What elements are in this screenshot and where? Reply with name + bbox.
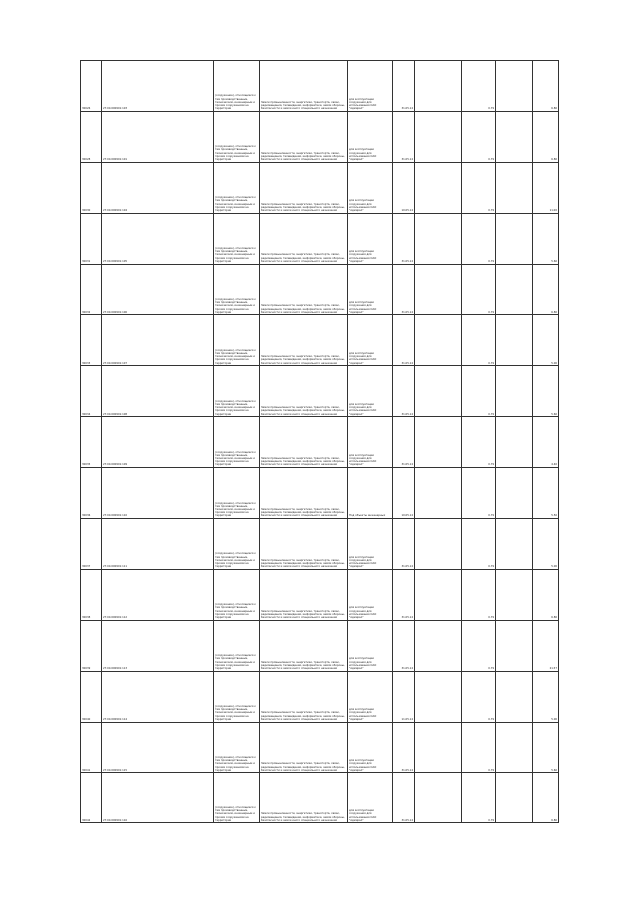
cell-date: 10.05.14	[393, 162, 415, 213]
cell-land-category: Земли промышленности, энергетики, транспорта, связи, радиовещания, телевидения, информатики, земли обороны, безопасности и земли иного специального назначения	[260, 773, 348, 823]
cell-cadastral-number: 27:04:000901:110	[102, 468, 214, 519]
cell-code: 30034	[81, 366, 102, 417]
cell-cadastral-number: 27:04:000901:106	[102, 264, 214, 315]
table-row	[81, 519, 559, 570]
cell-rate: 0.79	[462, 111, 496, 162]
cell-land-category: Земли промышленности, энергетики, транспорта, связи, радиовещания, телевидения, информатики, земли обороны, безопасности и земли иного специального назначения	[260, 111, 348, 162]
cell-cadastral-number: 27:04:000901:113	[102, 620, 214, 671]
cell-total: 4.40	[533, 417, 559, 468]
cell-description: (сооружение), относящиеся к тем производственным, техническим, инженерным и прочим сооружениям на территории	[214, 264, 260, 315]
cell-description: (сооружение), относящиеся к тем производственным, техническим, инженерным и прочим сооружениям на территории	[214, 61, 260, 112]
cell-total: 6.80	[533, 569, 559, 620]
cell-total: 5.00	[533, 315, 559, 366]
cell-empty	[496, 162, 533, 213]
cell-rate: 0.79	[462, 569, 496, 620]
cell-description: (сооружение), относящиеся к тем производственным, техническим, инженерным и прочим сооружениям на территории	[214, 366, 260, 417]
cell-purpose: Под объекты инженерных	[348, 468, 393, 519]
cell-cadastral-number: 27:04:000901:111	[102, 519, 214, 570]
cell-rate: 0.79	[462, 366, 496, 417]
cell-cadastral-number: 27:04:000901:104	[102, 162, 214, 213]
cell-purpose: для эксплуатации сооружения для использования ОАО "Адмирал"	[348, 366, 393, 417]
table-row	[81, 61, 559, 112]
cell-empty	[415, 61, 462, 112]
cell-description: (сооружение), относящиеся к тем производственным, техническим, инженерным и прочим сооружениям на территории	[214, 519, 260, 570]
cell-code: 30038	[81, 569, 102, 620]
cell-total: 6.80	[533, 111, 559, 162]
cell-rate: 0.79	[462, 468, 496, 519]
cell-empty	[496, 773, 533, 823]
cell-description: (сооружение), относящиеся к тем производственным, техническим, инженерным и прочим сооружениям на территории	[214, 620, 260, 671]
cell-empty	[415, 773, 462, 823]
cell-total: 6.80	[533, 264, 559, 315]
cell-empty	[496, 61, 533, 112]
cell-cadastral-number: 27:04:000901:108	[102, 366, 214, 417]
cell-rate: 0.79	[462, 417, 496, 468]
cell-code: 30036	[81, 468, 102, 519]
cell-cadastral-number: 27:04:000901:105	[102, 213, 214, 264]
cell-purpose: для эксплуатации сооружения для использования ОАО "Адмирал"	[348, 722, 393, 773]
cell-date: 31.05.14	[393, 417, 415, 468]
cell-description: (сооружение), относящиеся к тем производственным, техническим, инженерным и прочим сооружениям на территории	[214, 468, 260, 519]
cell-code: 30030	[81, 162, 102, 213]
cell-empty	[496, 417, 533, 468]
cell-code: 30032	[81, 264, 102, 315]
cell-code: 30033	[81, 315, 102, 366]
cell-purpose: для эксплуатации сооружения для использования ОАО "Адмирал"	[348, 620, 393, 671]
cell-empty	[415, 468, 462, 519]
cell-rate: 0.79	[462, 315, 496, 366]
cell-date: 31.05.14	[393, 620, 415, 671]
cell-empty	[496, 569, 533, 620]
cell-cadastral-number: 27:04:000901:116	[102, 773, 214, 823]
cell-purpose: для эксплуатации сооружения для использования ОАО "Адмирал"	[348, 162, 393, 213]
cell-land-category: Земли промышленности, энергетики, транспорта, связи, радиовещания, телевидения, информатики, земли обороны, безопасности и земли иного специального назначения	[260, 61, 348, 112]
cell-total: 5.60	[533, 366, 559, 417]
cell-empty	[415, 366, 462, 417]
cell-rate: 0.79	[462, 519, 496, 570]
cell-purpose: для эксплуатации сооружения для использования ОАО "Адмирал"	[348, 519, 393, 570]
cell-code: 30031	[81, 213, 102, 264]
cell-empty	[496, 671, 533, 722]
table-row	[81, 773, 559, 823]
cell-purpose: для эксплуатации сооружения для использования ОАО "Адмирал"	[348, 213, 393, 264]
cell-purpose: для эксплуатации сооружения для использования ОАО "Адмирал"	[348, 315, 393, 366]
cell-purpose: для эксплуатации сооружения для использования ОАО "Адмирал"	[348, 773, 393, 823]
cell-land-category: Земли промышленности, энергетики, транспорта, связи, радиовещания, телевидения, информатики, земли обороны, безопасности и земли иного специального назначения	[260, 417, 348, 468]
cell-empty	[496, 111, 533, 162]
cell-total: 5.00	[533, 671, 559, 722]
cell-total: 5.60	[533, 722, 559, 773]
cell-cadastral-number: 27:04:000901:103	[102, 61, 214, 112]
table-row	[81, 264, 559, 315]
cell-cadastral-number: 27:04:000901:114	[102, 671, 214, 722]
cell-empty	[496, 366, 533, 417]
cell-cadastral-number: 27:04:000901:112	[102, 569, 214, 620]
cell-code: 30037	[81, 519, 102, 570]
cell-empty	[415, 417, 462, 468]
land-registry-table	[80, 60, 559, 823]
cell-rate: 0.79	[462, 671, 496, 722]
cell-empty	[415, 162, 462, 213]
cell-code: 30028	[81, 111, 102, 162]
cell-land-category: Земли промышленности, энергетики, транспорта, связи, радиовещания, телевидения, информатики, земли обороны, безопасности и земли иного специального назначения	[260, 569, 348, 620]
cell-empty	[415, 519, 462, 570]
table-row	[81, 162, 559, 213]
cell-date: 31.05.14	[393, 569, 415, 620]
cell-description: (сооружение), относящиеся к тем производственным, техническим, инженерным и прочим сооружениям на территории	[214, 111, 260, 162]
cell-description: (сооружение), относящиеся к тем производственным, техническим, инженерным и прочим сооружениям на территории	[214, 162, 260, 213]
table-row	[81, 111, 559, 162]
cell-date: 31.05.14	[393, 722, 415, 773]
cell-rate: 0.79	[462, 162, 496, 213]
cell-empty	[496, 468, 533, 519]
table-row	[81, 671, 559, 722]
cell-empty	[415, 111, 462, 162]
cell-description: (сооружение), относящиеся к тем производственным, техническим, инженерным и прочим сооружениям на территории	[214, 722, 260, 773]
cell-land-category: Земли промышленности, энергетики, транспорта, связи, радиовещания, телевидения, информатики, земли обороны, безопасности и земли иного специального назначения	[260, 264, 348, 315]
cell-empty	[415, 264, 462, 315]
cell-empty	[415, 722, 462, 773]
cell-code: 30039	[81, 620, 102, 671]
cell-total: 5.00	[533, 519, 559, 570]
table-row	[81, 213, 559, 264]
cell-empty	[496, 722, 533, 773]
cell-land-category: Земли промышленности, энергетики, транспорта, связи, радиовещания, телевидения, информатики, земли обороны, безопасности и земли иного специального назначения	[260, 366, 348, 417]
cell-land-category: Земли промышленности, энергетики, транспорта, связи, радиовещания, телевидения, информатики, земли обороны, безопасности и земли иного специального назначения	[260, 468, 348, 519]
table-row	[81, 722, 559, 773]
cell-date: 31.05.14	[393, 264, 415, 315]
cell-purpose: для эксплуатации сооружения для использования ОАО "Адмирал"	[348, 264, 393, 315]
cell-cadastral-number: 27:04:000901:101	[102, 111, 214, 162]
cell-land-category: Земли промышленности, энергетики, транспорта, связи, радиовещания, телевидения, информатики, земли обороны, безопасности и земли иного специального назначения	[260, 213, 348, 264]
cell-purpose: для эксплуатации сооружения для использования ОАО "Адмирал"	[348, 111, 393, 162]
cell-rate: 0.79	[462, 61, 496, 112]
cell-total: 11.00	[533, 162, 559, 213]
cell-land-category: Земли промышленности, энергетики, транспорта, связи, радиовещания, телевидения, информатики, земли обороны, безопасности и земли иного специального назначения	[260, 671, 348, 722]
cell-empty	[496, 315, 533, 366]
cell-empty	[415, 315, 462, 366]
cell-land-category: Земли промышленности, энергетики, транспорта, связи, радиовещания, телевидения, информатики, земли обороны, безопасности и земли иного специального назначения	[260, 620, 348, 671]
table-row	[81, 417, 559, 468]
cell-code: 30042	[81, 773, 102, 823]
cell-total: 21.57	[533, 620, 559, 671]
cell-date: 31.05.14	[393, 315, 415, 366]
cell-code: 30041	[81, 722, 102, 773]
cell-land-category: Земли промышленности, энергетики, транспорта, связи, радиовещания, телевидения, информатики, земли обороны, безопасности и земли иного специального назначения	[260, 722, 348, 773]
cell-purpose: для эксплуатации сооружения для использования ОАО "Адмирал"	[348, 671, 393, 722]
cell-empty	[496, 620, 533, 671]
cell-total: 6.80	[533, 773, 559, 823]
cell-rate: 0.79	[462, 264, 496, 315]
cell-empty	[415, 213, 462, 264]
cell-land-category: Земли промышленности, энергетики, транспорта, связи, радиовещания, телевидения, информатики, земли обороны, безопасности и земли иного специального назначения	[260, 162, 348, 213]
cell-purpose: для эксплуатации сооружения для использования ОАО "Адмирал"	[348, 569, 393, 620]
cell-rate: 0.79	[462, 620, 496, 671]
cell-empty	[496, 519, 533, 570]
cell-description: (сооружение), относящиеся к тем производственным, техническим, инженерным и прочим сооружениям на территории	[214, 213, 260, 264]
cell-empty	[415, 671, 462, 722]
cell-date: 10.05.14	[393, 468, 415, 519]
cell-empty	[415, 620, 462, 671]
cell-date: 11.05.14	[393, 671, 415, 722]
table-row	[81, 569, 559, 620]
cell-rate: 0.79	[462, 773, 496, 823]
cell-empty	[415, 569, 462, 620]
table-row	[81, 620, 559, 671]
cell-empty	[496, 264, 533, 315]
cell-cadastral-number: 27:04:000901:109	[102, 417, 214, 468]
table-row	[81, 468, 559, 519]
cell-date: 31.05.14	[393, 773, 415, 823]
cell-cadastral-number: 27:04:000901:115	[102, 722, 214, 773]
cell-date: 31.05.14	[393, 519, 415, 570]
cell-description: (сооружение), относящиеся к тем производственным, техническим, инженерным и прочим сооружениям на территории	[214, 671, 260, 722]
cell-purpose: для эксплуатации сооружения для использования ОАО "Адмирал"	[348, 417, 393, 468]
table-row	[81, 315, 559, 366]
cell-purpose: для эксплуатации сооружения для использования ОАО "Адмирал"	[348, 61, 393, 112]
table-row	[81, 366, 559, 417]
cell-land-category: Земли промышленности, энергетики, транспорта, связи, радиовещания, телевидения, информатики, земли обороны, безопасности и земли иного специального назначения	[260, 315, 348, 366]
cell-date: 31.05.14	[393, 213, 415, 264]
cell-description: (сооружение), относящиеся к тем производственным, техническим, инженерным и прочим сооружениям на территории	[214, 315, 260, 366]
cell-date: 31.05.14	[393, 366, 415, 417]
cell-cadastral-number: 27:04:000901:107	[102, 315, 214, 366]
cell-description: (сооружение), относящиеся к тем производственным, техническим, инженерным и прочим сооружениям на территории	[214, 569, 260, 620]
cell-empty	[496, 213, 533, 264]
cell-code: 30026	[81, 61, 102, 112]
cell-date: 31.05.14	[393, 111, 415, 162]
cell-description: (сооружение), относящиеся к тем производственным, техническим, инженерным и прочим сооружениям на территории	[214, 417, 260, 468]
cell-total: 6.80	[533, 61, 559, 112]
cell-total: 5.60	[533, 213, 559, 264]
cell-code: 30040	[81, 671, 102, 722]
cell-total: 5.50	[533, 468, 559, 519]
cell-land-category: Земли промышленности, энергетики, транспорта, связи, радиовещания, телевидения, информатики, земли обороны, безопасности и земли иного специального назначения	[260, 519, 348, 570]
cell-date: 31.05.14	[393, 61, 415, 112]
cell-description: (сооружение), относящиеся к тем производственным, техническим, инженерным и прочим сооружениям на территории	[214, 773, 260, 823]
cell-rate: 0.79	[462, 213, 496, 264]
cell-code: 30035	[81, 417, 102, 468]
cell-rate: 0.79	[462, 722, 496, 773]
